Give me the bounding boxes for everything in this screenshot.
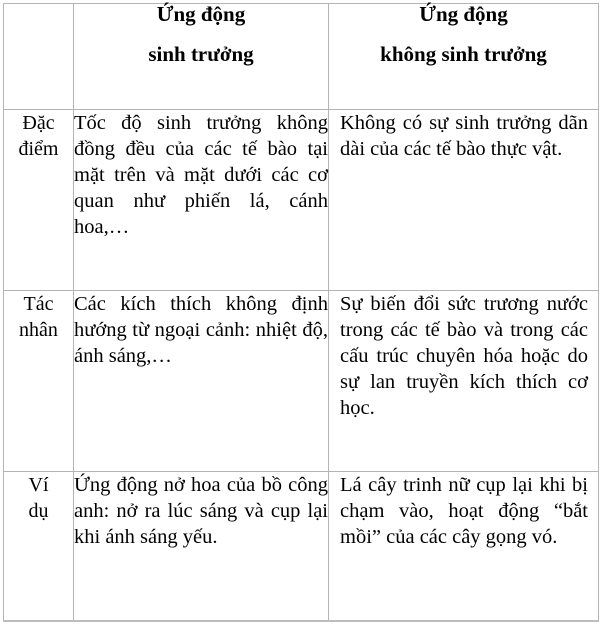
column-header-ung-dong-sinh-truong bbox=[74, 4, 329, 110]
column-header-line-2: không sinh trưởng bbox=[380, 42, 547, 66]
table-body bbox=[4, 110, 599, 621]
cell-tac-nhan-sinh-truong: Các kích thích không định hướng từ ngoại cảnh: nhiệt độ, ánh sáng,… bbox=[74, 291, 329, 472]
column-header-ung-dong-khong-sinh-truong bbox=[329, 4, 599, 110]
table-row bbox=[4, 472, 599, 621]
row-label-line-1: Tác bbox=[23, 293, 54, 315]
row-label-line-1: Ví bbox=[28, 474, 49, 496]
column-header-line-2: sinh trưởng bbox=[148, 42, 254, 66]
column-header-line-1: Ứng động bbox=[419, 2, 508, 26]
row-label-line-1: Đặc bbox=[22, 112, 55, 134]
cell-vi-du-khong-sinh-truong: Lá cây trinh nữ cụp lại khi bị chạm vào, hoạt động “bắt mồi” của các cây gọng vó. bbox=[329, 472, 599, 621]
header-row bbox=[4, 4, 599, 110]
row-label-line-2: nhân bbox=[19, 319, 58, 341]
row-label-dac-diem bbox=[4, 110, 74, 291]
cell-tac-nhan-khong-sinh-truong: Sự biến đổi sức trương nước trong các tế bào và trong các cấu trúc chuyên hóa hoặc do sự lan truyền kích thích cơ học. bbox=[329, 291, 599, 472]
row-label-tac-nhan bbox=[4, 291, 74, 472]
row-label-line-2: điểm bbox=[18, 138, 59, 160]
comparison-table bbox=[3, 3, 599, 622]
cell-vi-du-sinh-truong: Ứng động nở hoa của bồ công anh: nở ra lúc sáng và cụp lại khi ánh sáng yếu. bbox=[74, 472, 329, 621]
cell-dac-diem-khong-sinh-truong: Không có sự sinh trưởng dãn dài của các tế bào thực vật. bbox=[329, 110, 599, 291]
row-label-line-2: dụ bbox=[28, 500, 49, 522]
column-header-line-1: Ứng động bbox=[156, 2, 246, 26]
table-corner-cell bbox=[4, 4, 74, 110]
cell-dac-diem-sinh-truong: Tốc độ sinh trưởng không đồng đều của các tế bào tại mặt trên và mặt dưới các cơ quan như phiến lá, cánh hoa,… bbox=[74, 110, 329, 291]
table-row bbox=[4, 291, 599, 472]
row-label-vi-du bbox=[4, 472, 74, 621]
table-header bbox=[4, 4, 599, 110]
table-row bbox=[4, 110, 599, 291]
